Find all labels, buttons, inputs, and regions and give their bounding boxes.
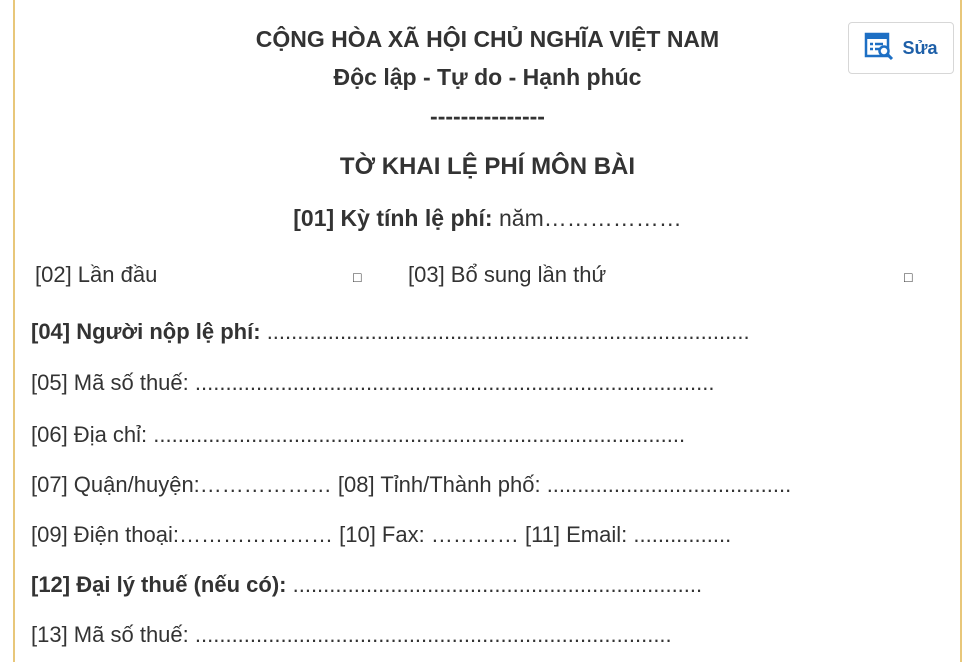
agent-value[interactable]: ................................................................... bbox=[292, 572, 703, 597]
address-value[interactable]: ....................................................................................... bbox=[153, 422, 686, 447]
edit-button[interactable] bbox=[848, 22, 954, 74]
fax-label: [10] Fax: bbox=[339, 522, 425, 547]
tax-code-row bbox=[31, 370, 714, 396]
fax-value[interactable]: ………… bbox=[430, 522, 519, 547]
address-label: [06] Địa chỉ: bbox=[31, 422, 148, 447]
first-time-label: [02] Lần đầu bbox=[35, 262, 158, 287]
form-title: TỜ KHAI LỆ PHÍ MÔN BÀI bbox=[339, 153, 636, 180]
address-row bbox=[31, 422, 685, 448]
tax-code-label: [05] Mã số thuế: bbox=[31, 370, 189, 395]
location-row bbox=[31, 472, 791, 498]
edit-form-icon bbox=[864, 31, 894, 66]
agent-tax-code-label: [13] Mã số thuế: bbox=[31, 622, 189, 647]
header-separator: --------------- bbox=[430, 103, 545, 129]
province-value[interactable]: ........................................ bbox=[546, 472, 792, 497]
agent-label: [12] Đại lý thuế (nếu có): bbox=[31, 572, 287, 597]
period-value[interactable]: năm……………… bbox=[498, 205, 682, 231]
district-label: [07] Quận/huyện: bbox=[31, 472, 200, 497]
supplement-label: [03] Bổ sung lần thứ bbox=[408, 262, 607, 287]
payer-row bbox=[31, 319, 750, 345]
district-value[interactable]: ……………… bbox=[199, 472, 332, 497]
national-motto: Độc lập - Tự do - Hạnh phúc bbox=[333, 64, 642, 90]
agent-tax-code-row bbox=[31, 622, 672, 648]
payer-label: [04] Người nộp lệ phí: bbox=[31, 319, 261, 344]
email-value[interactable]: ................ bbox=[633, 522, 732, 547]
phone-value[interactable]: ………………… bbox=[178, 522, 333, 547]
period-label: [01] Kỳ tính lệ phí: bbox=[293, 205, 493, 231]
agent-row bbox=[31, 572, 702, 598]
national-title: CỘNG HÒA XÃ HỘI CHỦ NGHĨA VIỆT NAM bbox=[255, 26, 720, 52]
payer-value[interactable]: ............................................................................... bbox=[266, 319, 750, 344]
edit-button-label: Sửa bbox=[902, 37, 938, 58]
agent-tax-code-value[interactable]: .............................................................................. bbox=[194, 622, 672, 647]
first-time-checkbox[interactable]: □ bbox=[353, 269, 362, 285]
contact-row bbox=[31, 522, 731, 548]
supplement-checkbox[interactable]: □ bbox=[904, 269, 913, 285]
period-row bbox=[15, 205, 960, 232]
email-label: [11] Email: bbox=[524, 522, 628, 547]
tax-code-value[interactable]: ..................................................................................... bbox=[194, 370, 715, 395]
phone-label: [09] Điện thoại: bbox=[31, 522, 179, 547]
declaration-form bbox=[13, 0, 962, 662]
province-label: [08] Tỉnh/Thành phố: bbox=[337, 472, 541, 497]
